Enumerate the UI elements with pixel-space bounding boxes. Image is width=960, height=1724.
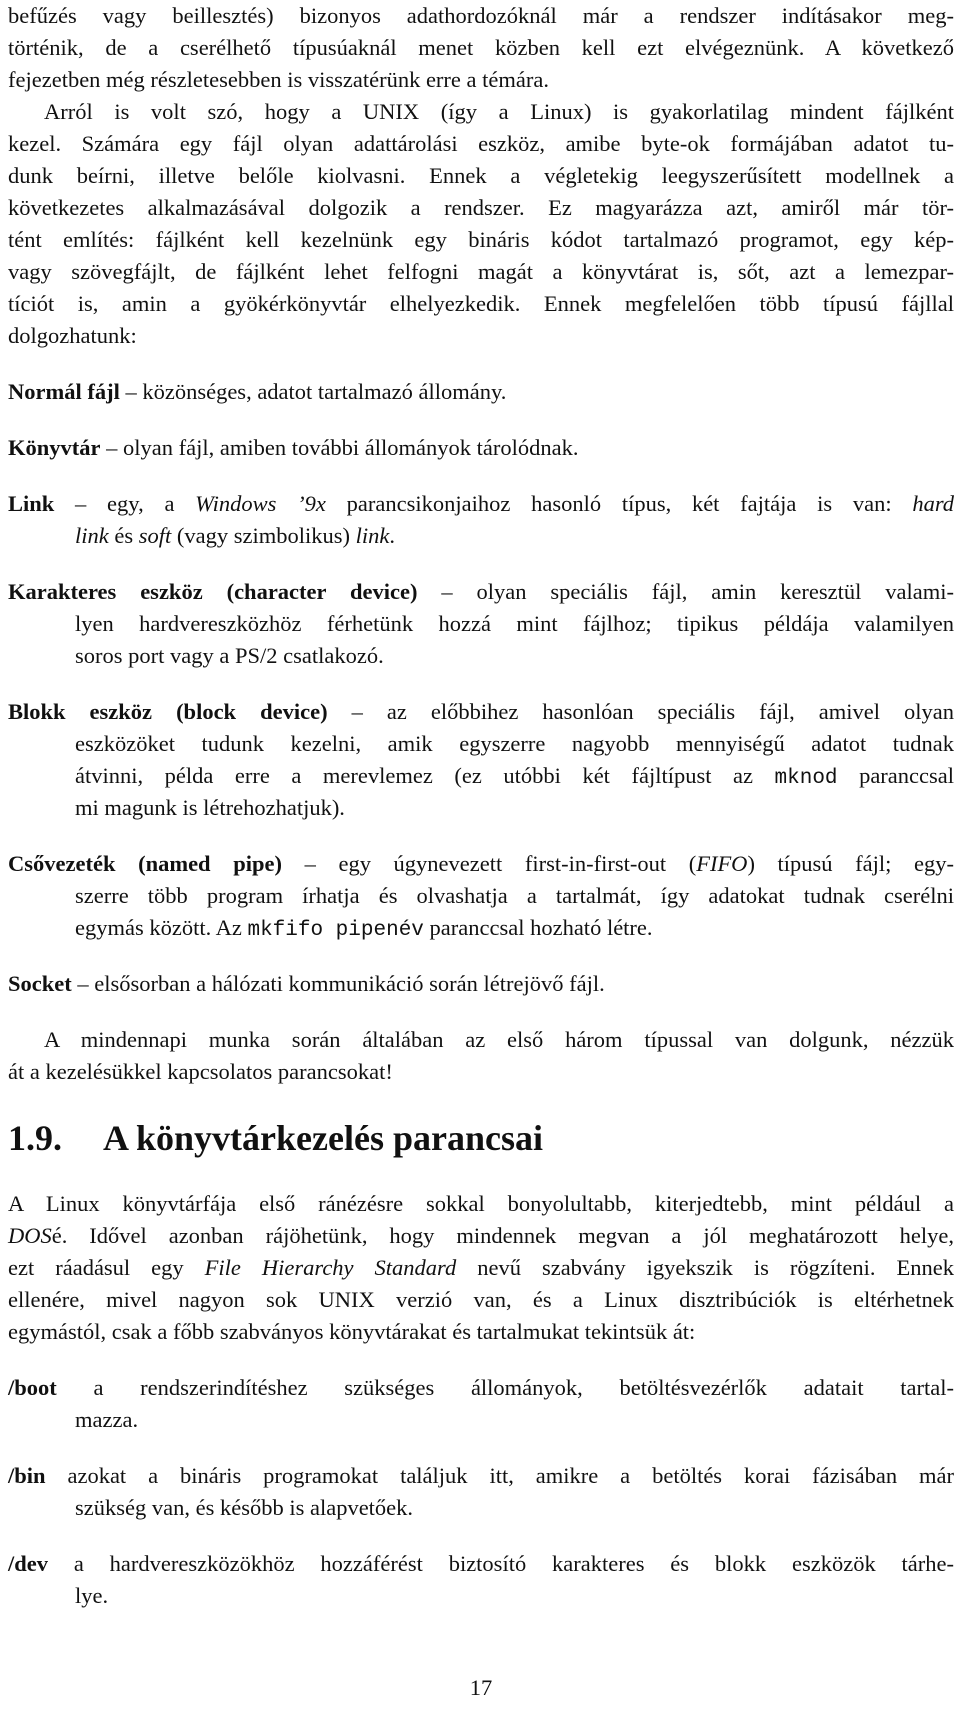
command-mkfifo: mkfifo pipenév [247,919,424,942]
intro-line-10: tíciót is, amin a gyökérkönyvtár elhelyezkedik. Ennek megfelelően több típusú fájllal [8,291,954,316]
def-char-line-1 [8,576,954,608]
def-text: egy, a [107,491,196,516]
def-dash: – [125,379,137,404]
def-directory [8,432,579,464]
def-text: egymás között. Az [75,915,248,940]
def-term: Link [8,491,55,516]
def-dash: – [351,699,363,724]
def-dash: – [304,851,316,876]
dir-desc: a hardvereszközökhöz hozzáférést biztosító karakteres és blokk eszközök tárhe- [73,1551,954,1576]
dir-desc: azokat a bináris programokat találjuk itt, amikre a betöltés korai fázisában már [67,1463,955,1488]
section-number: 1.9. [8,1118,62,1158]
def-link-line-2 [75,520,954,552]
dir-dev-line-2: lye. [75,1583,109,1608]
intro-line-2: történik, de a cserélhető típusúaknál menet közben kell ezt elvégeznünk. A következő [8,35,954,60]
intro-line-11: dolgozhatunk: [8,323,137,348]
def-pipe-line-2: szerre több program írhatja és olvashatja a tartalmát, így adatokat tudnak cserélni [75,883,954,908]
intro-line-4: Arról is volt szó, hogy a UNIX (így a Linux) is gyakorlatilag mindent fájlként [44,99,954,124]
def-pipe-line-1 [8,848,954,880]
def-dash: – [75,491,87,516]
page-number: 17 [469,1675,493,1700]
def-text: paranccsal hozható létre. [423,915,653,940]
def-text: . [389,523,395,548]
section-body-line-5: egymástól, csak a főbb szabványos könyvtárakat és tartalmukat tekintsük át: [8,1319,696,1344]
def-dash: – [106,435,118,460]
section-heading [8,1114,543,1162]
def-text: ezt ráadásul egy [8,1255,205,1280]
def-text: (vagy szimbolikus) [171,523,356,548]
intro-line-1: befűzés vagy beillesztés) bizonyos adathordozóknál már a rendszer indításakor meg- [8,3,954,28]
def-block-line-1 [8,696,954,728]
def-text: parancsikonjaihoz hasonló típus, két fajtája is van: [325,491,913,516]
def-text: átvinni, példa erre a merevlemez (ez utóbbi két fájltípust az [75,763,775,788]
def-dash: – [441,579,453,604]
def-char-line-3: soros port vagy a PS/2 csatlakozó. [75,643,384,668]
intro-line-6: dunk beírni, illetve belőle kiolvasni. Ennek a végletekig leegyszerűsített modellnek a [8,163,954,188]
def-italic: DOS [8,1223,52,1248]
def-desc: olyan fájl, amiben további állományok tárolódnak. [123,435,579,460]
def-block-line-4: mi magunk is létrehozhatjuk). [75,795,345,820]
section-body-line-4: ellenére, mivel nagyon sok UNIX verzió van, és a Linux disztribúciók is eltérhetnek [8,1287,954,1312]
dir-boot-line-2: mazza. [75,1407,139,1432]
intro-line-9: vagy szövegfájlt, de fájlként lehet felfogni magát a könyvtárat is, sőt, azt a lemezpar- [8,259,954,284]
def-desc: közönséges, adatot tartalmazó állomány. [142,379,507,404]
def-normal-file [8,376,506,408]
section-title: A könyvtárkezelés parancsai [103,1118,543,1158]
intro-line-5: kezel. Számára egy fájl olyan adattárolási eszköz, amibe byte-ok formájában adatot tu- [8,131,954,156]
dir-boot-line-1 [8,1372,954,1404]
def-italic: hard [912,491,955,516]
def-term: Csővezeték (named pipe) [8,851,282,876]
def-text: ) típusú fájl; egy- [747,851,955,876]
intro-line-8: tént említés: fájlként kell kezelnünk egy bináris kódot tartalmazó programot, egy kép- [8,227,954,252]
def-char-line-2: lyen hardvereszközhöz férhetünk hozzá mint fájlhoz; tipikus példája valamilyen [75,611,954,636]
def-text: az előbbihez hasonlóan speciális fájl, amivel olyan [386,699,955,724]
command-mknod: mknod [774,767,838,790]
section-body-line-2 [8,1220,954,1252]
def-pipe-line-3 [75,912,954,944]
closing-line-1: A mindennapi munka során általában az első három típussal van dolgunk, nézzük [44,1027,954,1052]
def-desc: elsősorban a hálózati kommunikáció során létrejövő fájl. [94,971,605,996]
dir-dev-line-1 [8,1548,954,1580]
def-italic: Windows ’9x [195,491,326,516]
intro-line-7: következetes alkalmazásával dolgozik a rendszer. Ez magyarázza azt, amiről már tör- [8,195,954,220]
def-italic: FIFO [696,851,748,876]
dir-term: /dev [8,1551,49,1576]
def-italic: link [75,523,109,548]
def-italic: File Hierarchy Standard [204,1255,457,1280]
dir-bin-line-1 [8,1460,954,1492]
def-italic: link [355,523,390,548]
def-term: Blokk eszköz (block device) [8,699,328,724]
def-text: paranccsal [837,763,955,788]
def-text: egy úgynevezett first-in-first-out ( [338,851,697,876]
def-text: és [108,523,139,548]
def-text: nevű szabvány igyekszik is rögzíteni. Ennek [456,1255,954,1280]
dir-bin-line-2: szükség van, és később is alapvetőek. [75,1495,414,1520]
def-block-line-2: eszközöket tudunk kezelni, amik egyszerre nagyobb mennyiségű adatot tudnak [75,731,954,756]
def-text: é. Idővel azonban rájöhetünk, hogy mindennek megvan a jól meghatározott helye, [51,1223,954,1248]
closing-line-2: át a kezelésükkel kapcsolatos parancsokat! [8,1059,393,1084]
dir-term: /bin [8,1463,46,1488]
def-term: Normál fájl [8,379,120,404]
dir-desc: a rendszerindítéshez szükséges állományok, betöltésvezérlők adatait tartal- [93,1375,954,1400]
section-body-line-3 [8,1252,954,1284]
dir-term: /boot [8,1375,57,1400]
def-italic: soft [138,523,172,548]
intro-line-3: fejezetben még részletesebben is visszatérünk erre a témára. [8,67,549,92]
def-text: olyan speciális fájl, amin keresztül valami- [476,579,955,604]
def-term: Karakteres eszköz (character device) [8,579,418,604]
def-term: Socket [8,971,72,996]
def-link-line-1 [8,488,954,520]
def-socket [8,968,605,1000]
def-term: Könyvtár [8,435,101,460]
def-dash: – [77,971,89,996]
def-block-line-3 [75,760,954,792]
section-body-line-1: A Linux könyvtárfája első ránézésre sokkal bonyolultabb, kiterjedtebb, mint például a [8,1191,954,1216]
